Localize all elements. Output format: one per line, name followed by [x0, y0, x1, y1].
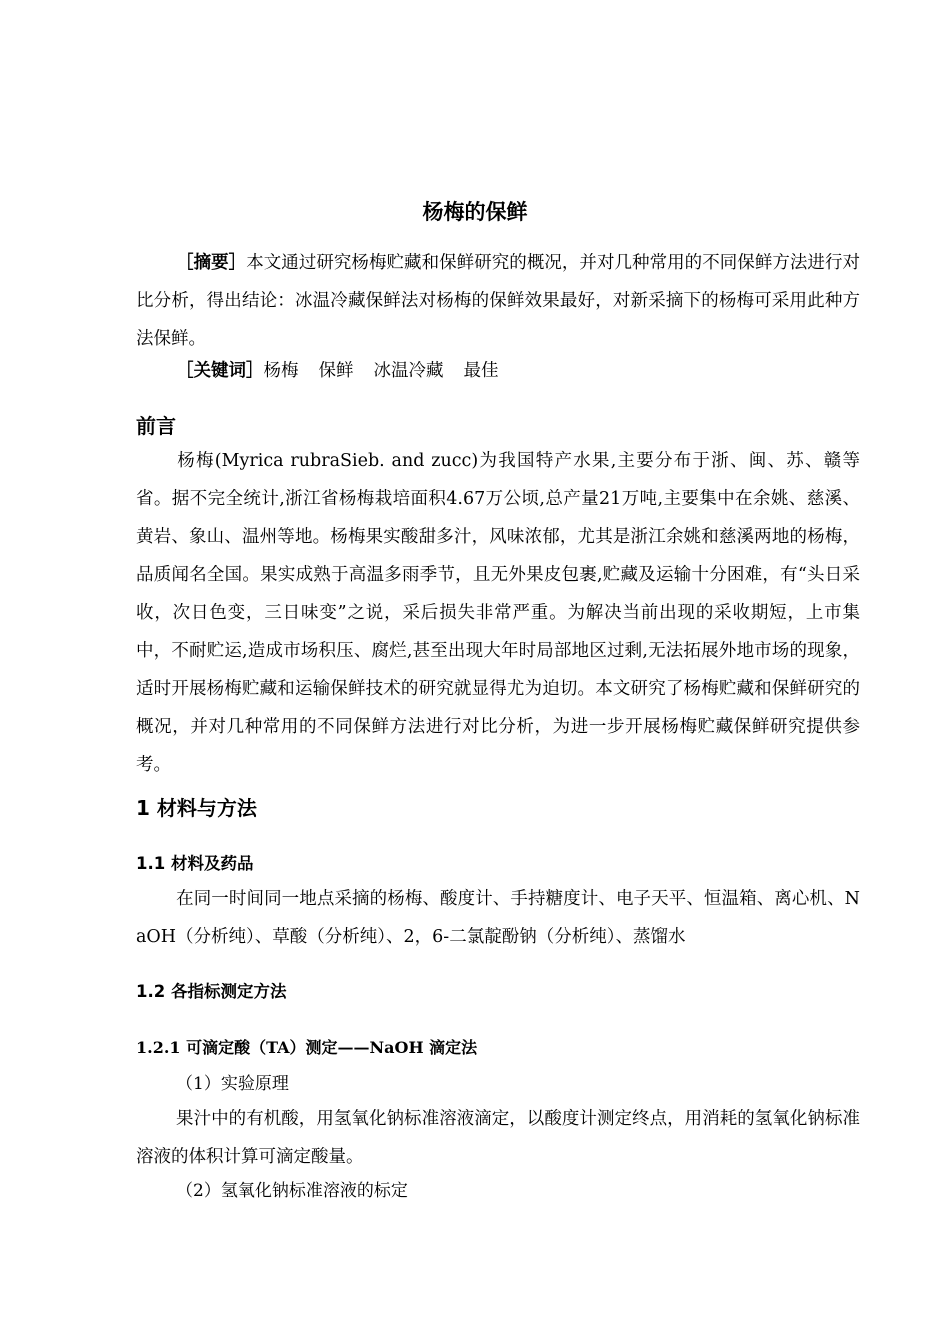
- section-1-2-heading: 1.2 各指标测定方法: [136, 982, 287, 1001]
- item-1-paragraph: [136, 1100, 860, 1176]
- item-1-text: 果汁中的有机酸，用氢氧化钠标准溶液滴定，以酸度计测定终点，用消耗的氢氧化钠标准溶液的体积计算可滴定酸量。: [136, 1109, 860, 1167]
- keyword-item: 冰温冷藏: [373, 361, 444, 381]
- section-1-1-paragraph: [136, 880, 860, 956]
- keywords-tag: ［关键词］: [176, 361, 264, 381]
- section-1-2-1-heading: 1.2.1 可滴定酸（TA）测定——NaOH 滴定法: [136, 1038, 478, 1057]
- item-2-label: （2）氢氧化钠标准溶液的标定: [176, 1181, 408, 1201]
- item-1-label: （1）实验原理: [176, 1074, 289, 1094]
- keywords-paragraph: [136, 352, 860, 390]
- keyword-item: 杨梅: [263, 361, 299, 381]
- preface-paragraph: [136, 442, 860, 784]
- section-1-1-text: 在同一时间同一地点采摘的杨梅、酸度计、手持糖度计、电子天平、恒温箱、离心机、NaOH（分析纯）、草酸（分析纯）、2，6-二氯靛酚钠（分析纯）、蒸馏水: [136, 889, 860, 947]
- abstract-tag: ［摘要］: [176, 253, 247, 273]
- keyword-item: 最佳: [463, 361, 499, 381]
- abstract-text: 本文通过研究杨梅贮藏和保鲜研究的概况，并对几种常用的不同保鲜方法进行对比分析，得出结论：冰温冷藏保鲜法对杨梅的保鲜效果最好，对新采摘下的杨梅可采用此种方法保鲜。: [136, 253, 861, 349]
- preface-text: 杨梅(Myrica rubraSieb. and zucc)为我国特产水果,主要分布于浙、闽、苏、赣等省。据不完全统计,浙江省杨梅栽培面积4.67万公顷,总产量21万吨,主要集中在余姚、慈溪、黄岩、象山、温州等地。杨梅果实酸甜多汁，风味浓郁，尤其是浙江余姚和慈溪两地的杨梅，品质闻名全国。果实成熟于高温多雨季节，且无外果皮包裹,贮藏及运输十分困难，有“头日采收，次日色变，三日味变”之说，采后损失非常严重。为解决当前出现的采收期短，上市集中，不耐贮运,造成市场积压、腐烂,甚至出现大年时局部地区过剩,无法拓展外地市场的现象，适时开展杨梅贮藏和运输保鲜技术的研究就显得尤为迫切。本文研究了杨梅贮藏和保鲜研究的概况，并对几种常用的不同保鲜方法进行对比分析，为进一步开展杨梅贮藏保鲜研究提供参考。: [136, 451, 860, 775]
- section-1-1-heading: 1.1 材料及药品: [136, 854, 254, 873]
- abstract-paragraph: [136, 244, 860, 358]
- preface-heading: 前言: [136, 414, 176, 438]
- document-title: 杨梅的保鲜: [422, 200, 528, 224]
- keyword-item: 保鲜: [318, 361, 354, 381]
- section-1-heading: 1 材料与方法: [136, 796, 257, 820]
